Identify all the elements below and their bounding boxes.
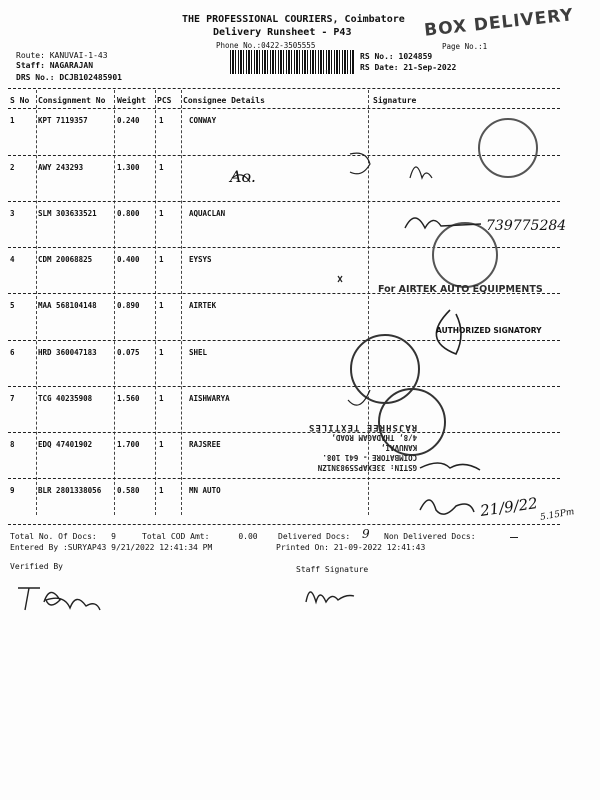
- handwritten-ao: Ao.: [230, 167, 256, 186]
- staff: Staff: NAGARAJAN: [16, 61, 94, 70]
- rajsree-addr1: 4/8, THADAGAM ROAD,: [331, 433, 418, 442]
- row-weight: 1.700: [117, 440, 140, 449]
- row-pcs: 1: [159, 394, 164, 403]
- row-consignment: SLM 303633521: [38, 209, 97, 218]
- row-pcs: 1: [159, 440, 164, 449]
- handwritten-time: 5.15Pm: [539, 507, 576, 523]
- authorized-signatory: AUTHORIZED SIGNATORY: [436, 326, 542, 335]
- total-docs: Total No. Of Docs: 9: [10, 532, 116, 541]
- rajsree-addr2: KANUVAI,: [381, 443, 418, 452]
- col-divider-3: [155, 90, 156, 515]
- row-pcs: 1: [159, 116, 164, 125]
- row-sno: 6: [10, 348, 15, 357]
- page-number: Page No.:1: [442, 42, 488, 51]
- airtek-stamp: For AIRTEK AUTO EQUIPMENTS: [378, 284, 543, 295]
- route: Route: KANUVAI-1-43: [16, 51, 108, 60]
- handwritten-date: 21/9/22: [479, 494, 539, 520]
- row-weight: 0.800: [117, 209, 140, 218]
- row-consignee: RAJSREE: [189, 440, 221, 449]
- delivered-docs: Delivered Docs:: [278, 532, 351, 541]
- phone-number: Phone No.:0422-3505555: [216, 41, 316, 50]
- delivered-count: 9: [362, 527, 370, 541]
- row-consignment: HRD 360047183: [38, 348, 97, 357]
- row-consignee: EYSYS: [189, 255, 212, 264]
- row-weight: 0.400: [117, 255, 140, 264]
- row-pcs: 1: [159, 301, 164, 310]
- row-consignment: TCG 40235908: [38, 394, 93, 403]
- col-header-signature: Signature: [373, 96, 417, 105]
- col-divider-2: [114, 90, 115, 515]
- row-consignment: BLR 2801338056: [38, 486, 102, 495]
- rajsree-name: RAJSHREE TEXTILES: [308, 422, 418, 432]
- row-weight: 1.560: [117, 394, 140, 403]
- row-sno: 1: [10, 116, 15, 125]
- barcode: [230, 50, 354, 74]
- rs-number: RS No.: 1024859: [360, 52, 433, 61]
- row-pcs: 1: [159, 209, 164, 218]
- row-sno: 4: [10, 255, 15, 264]
- row-consignee: CONWAY: [189, 116, 217, 125]
- row-consignee: AQUACLAN: [189, 209, 226, 218]
- col-divider-4: [181, 90, 182, 515]
- staff-signature: [300, 576, 380, 610]
- rs-date: RS Date: 21-Sep-2022: [360, 63, 457, 72]
- col-divider-1: [36, 90, 37, 515]
- row-sno: 2: [10, 163, 15, 172]
- row-consignment: KPT 7119357: [38, 116, 88, 125]
- total-cod: Total COD Amt: 0.00: [142, 532, 258, 541]
- row-consignment: AWY 243293: [38, 163, 84, 172]
- row-weight: 0.580: [117, 486, 140, 495]
- row-consignee: MN AUTO: [189, 486, 221, 495]
- printed-on: Printed On: 21-09-2022 12:41:43: [276, 543, 426, 552]
- row-pcs: 1: [159, 348, 164, 357]
- row-weight: 0.075: [117, 348, 140, 357]
- verified-signature: [14, 578, 124, 618]
- row-consignee: AISHWARYA: [189, 394, 230, 403]
- col-header-pcs: PCS: [157, 96, 172, 105]
- rajsree-gst: GSTIN: 33EXAPS5983N1ZN: [317, 463, 418, 472]
- signature-scribble: [220, 150, 600, 540]
- row-sno: 3: [10, 209, 15, 218]
- row-weight: 1.300: [117, 163, 140, 172]
- row-sno: 9: [10, 486, 15, 495]
- row-pcs: 1: [159, 255, 164, 264]
- non-delivered-docs: Non Delivered Docs:: [384, 532, 476, 541]
- row-pcs: 1: [159, 163, 164, 172]
- entered-by: Entered By :SURYAP43 9/21/2022 12:41:34 PM: [10, 543, 213, 552]
- row-weight: 0.890: [117, 301, 140, 310]
- row-weight: 0.240: [117, 116, 140, 125]
- row-consignee: AIRTEK: [189, 301, 217, 310]
- col-header-sno: S No: [10, 96, 30, 105]
- col-header-consignment: Consignment No: [38, 96, 106, 105]
- col-header-weight: Weight: [117, 96, 146, 105]
- row-consignment: MAA 568104148: [38, 301, 97, 310]
- row-sno: 5: [10, 301, 15, 310]
- company-name: THE PROFESSIONAL COURIERS, Coimbatore: [182, 14, 405, 25]
- table-header-line: [8, 108, 560, 109]
- row-consignee: SHEL: [189, 348, 208, 357]
- verified-by-label: Verified By: [10, 562, 63, 571]
- row-consignment: CDM 20068825: [38, 255, 93, 264]
- row-pcs: 1: [159, 486, 164, 495]
- rajsree-stamp: [308, 422, 417, 472]
- row-consignment: EDQ 47401902: [38, 440, 93, 449]
- row-sno: 7: [10, 394, 15, 403]
- staff-signature-label: Staff Signature: [296, 565, 369, 574]
- col-header-consignee: Consignee Details: [183, 96, 265, 105]
- table-top-line: [8, 88, 560, 89]
- row-sno: 8: [10, 440, 15, 449]
- box-delivery-stamp: BOX DELIVERY: [423, 5, 575, 41]
- rajsree-addr3: COIMBATORE - 641 108.: [322, 453, 418, 462]
- drs-number: DRS No.: DCJB102485901: [16, 73, 122, 82]
- non-delivered-dash: [510, 537, 518, 538]
- runsheet-title: Delivery Runsheet - P43: [213, 27, 352, 38]
- handwritten-phone: 739775284: [486, 218, 567, 234]
